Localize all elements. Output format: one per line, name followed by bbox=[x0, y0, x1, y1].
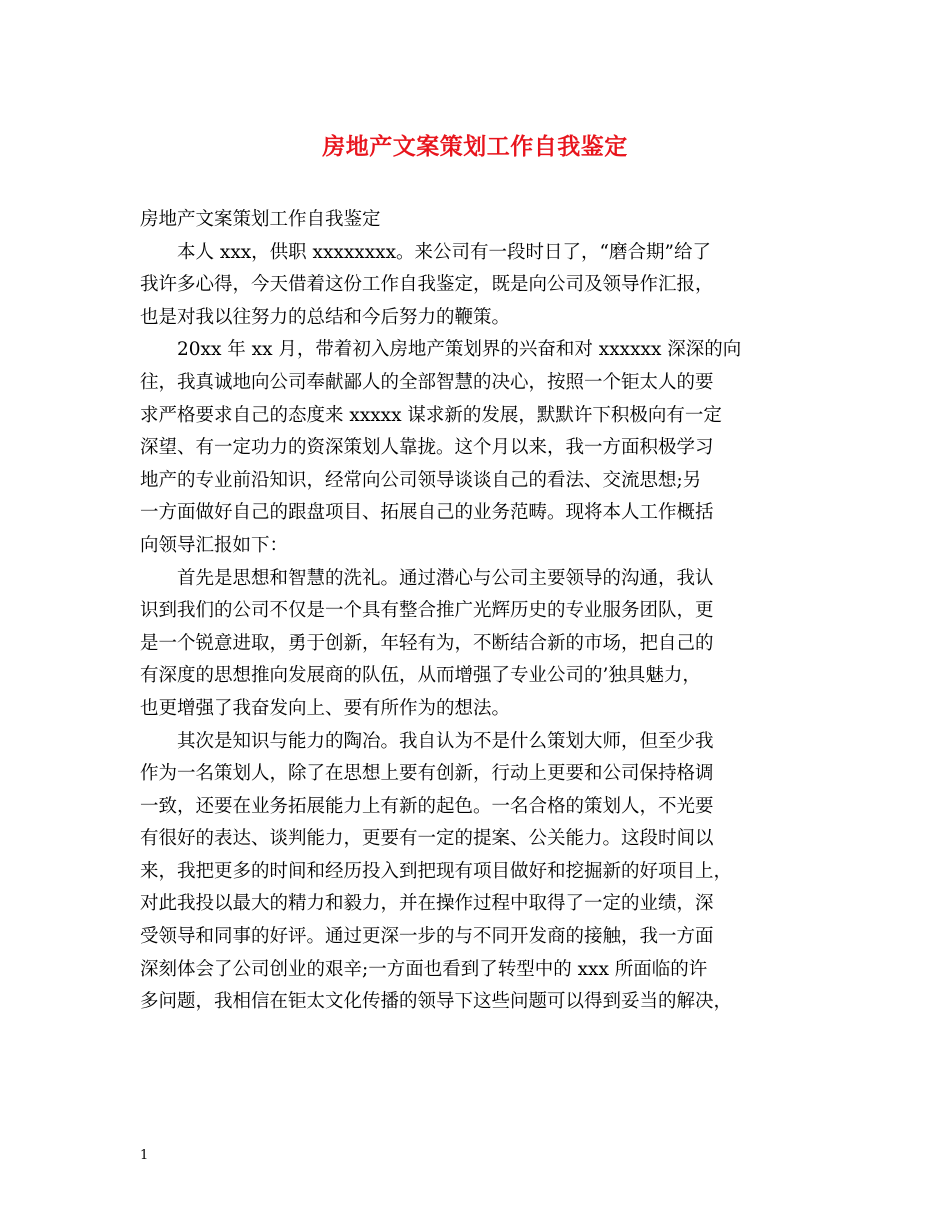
text-line: 一致，还要在业务拓展能力上有新的起色。一名合格的策划人，不光要 bbox=[140, 795, 714, 817]
text-line: 向领导汇报如下： bbox=[140, 534, 289, 556]
text-line: 往，我真诚地向公司奉献鄙人的全部智慧的决心，按照一个钜太人的要 bbox=[140, 371, 714, 393]
text-line: 首先是思想和智慧的洗礼。通过潜心与公司主要领导的沟通，我认 bbox=[177, 567, 714, 589]
text-line: 一方面做好自己的跟盘项目、拓展自己的业务范畴。现将本人工作概括 bbox=[140, 502, 714, 524]
text-line: 作为一名策划人，除了在思想上要有创新，行动上更要和公司保持格调 bbox=[140, 763, 714, 785]
text-line: 20xx 年 xx 月，带着初入房地产策划界的兴奋和对 xxxxxx 深深的向 bbox=[177, 339, 742, 361]
document-title: 房地产文案策划工作自我鉴定 bbox=[322, 133, 628, 160]
text-line: 求严格要求自己的态度来 xxxxx 谋求新的发展，默默许下积极向有一定 bbox=[140, 404, 722, 426]
text-line: 识到我们的公司不仅是一个具有整合推广光辉历史的专业服务团队，更 bbox=[140, 600, 714, 622]
text-line: 受领导和同事的好评。通过更深一步的与不同开发商的接触，我一方面 bbox=[140, 926, 714, 948]
text-line: 是一个锐意进取，勇于创新，年轻有为，不断结合新的市场，把自己的 bbox=[140, 632, 714, 654]
text-line: 有深度的思想推向发展商的队伍，从而增强了专业公司的’独具魅力， bbox=[140, 665, 701, 687]
text-line: 有很好的表达、谈判能力，更要有一定的提案、公关能力。这段时间以 bbox=[140, 828, 714, 850]
text-line: 本人 xxx，供职 xxxxxxxx。来公司有一段时日了，“磨合期”给了 bbox=[177, 241, 711, 263]
text-line: 其次是知识与能力的陶冶。我自认为不是什么策划大师，但至少我 bbox=[177, 730, 714, 752]
document-body bbox=[140, 204, 820, 1019]
text-line: 也是对我以往努力的总结和今后努力的鞭策。 bbox=[140, 306, 511, 328]
text-line: 地产的专业前沿知识，经常向公司领导谈谈自己的看法、交流思想;另 bbox=[140, 469, 702, 491]
text-line: 房地产文案策划工作自我鉴定 bbox=[140, 209, 381, 230]
text-line: 深刻体会了公司创业的艰辛;一方面也看到了转型中的 xxx 所面临的许 bbox=[140, 958, 708, 980]
text-line: 深望、有一定功力的资深策划人靠拢。这个月以来，我一方面积极学习 bbox=[140, 437, 714, 459]
text-line: 我许多心得，今天借着这份工作自我鉴定，既是向公司及领导作汇报， bbox=[140, 274, 714, 296]
page-number: 1 bbox=[140, 1148, 149, 1163]
text-line: 多问题，我相信在钜太文化传播的领导下这些问题可以得到妥当的解决， bbox=[140, 991, 733, 1013]
text-line: 也更增强了我奋发向上、要有所作为的想法。 bbox=[140, 697, 511, 719]
text-line: 对此我投以最大的精力和毅力，并在操作过程中取得了一定的业绩，深 bbox=[140, 893, 714, 915]
text-line: 来，我把更多的时间和经历投入到把现有项目做好和挖掘新的好项目上， bbox=[140, 860, 733, 882]
